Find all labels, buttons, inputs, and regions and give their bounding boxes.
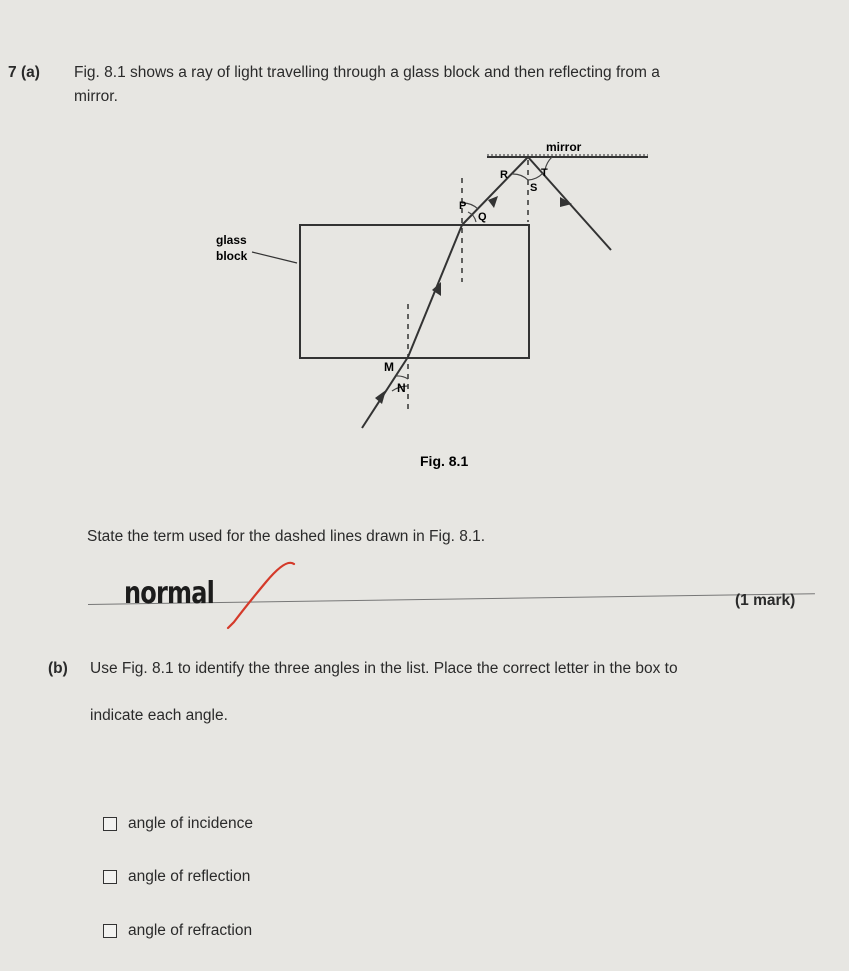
angle-arc-r xyxy=(512,174,528,180)
angle-label-t: T xyxy=(541,167,548,179)
angle-label-r: R xyxy=(500,169,508,181)
handwritten-answer: normal xyxy=(124,576,215,611)
glass-block xyxy=(300,225,529,358)
angle-arc-m xyxy=(396,376,408,379)
angle-label-n: N xyxy=(397,381,406,395)
part-a-prompt: State the term used for the dashed lines drawn in Fig. 8.1. xyxy=(87,528,486,545)
option-angle-of-refraction xyxy=(103,922,252,940)
block-label: block xyxy=(216,249,248,263)
question-number: 7 (a) xyxy=(8,64,40,81)
question-intro-line2: mirror. xyxy=(74,88,118,105)
mirror-label: mirror xyxy=(546,140,582,154)
angle-label-q: Q xyxy=(478,211,487,223)
glass-block-pointer xyxy=(252,252,297,263)
option-label: angle of reflection xyxy=(128,868,251,885)
angle-label-m: M xyxy=(384,360,394,374)
answer-box[interactable] xyxy=(103,817,117,831)
part-a-marks: (1 mark) xyxy=(735,592,796,609)
check-mark-icon xyxy=(222,560,302,635)
part-b-instruction-line2: indicate each angle. xyxy=(90,707,228,724)
figure-caption: Fig. 8.1 xyxy=(420,453,469,469)
angle-label-s: S xyxy=(530,182,538,194)
option-label: angle of incidence xyxy=(128,815,253,832)
part-b-instruction-line1: Use Fig. 8.1 to identify the three angles in the list. Place the correct letter in the box to xyxy=(90,660,678,677)
option-angle-of-reflection xyxy=(103,868,250,886)
question-intro-line1: Fig. 8.1 shows a ray of light travelling through a glass block and then reflecting from a xyxy=(74,64,660,81)
part-b-label: (b) xyxy=(48,660,68,677)
answer-box[interactable] xyxy=(103,870,117,884)
ray-arrow-incident xyxy=(375,390,386,404)
option-angle-of-incidence xyxy=(103,815,253,833)
fig-8-1-diagram xyxy=(0,0,849,480)
answer-box[interactable] xyxy=(103,924,117,938)
glass-label: glass xyxy=(216,233,247,247)
option-label: angle of refraction xyxy=(128,922,253,939)
angle-label-p: P xyxy=(459,200,467,212)
